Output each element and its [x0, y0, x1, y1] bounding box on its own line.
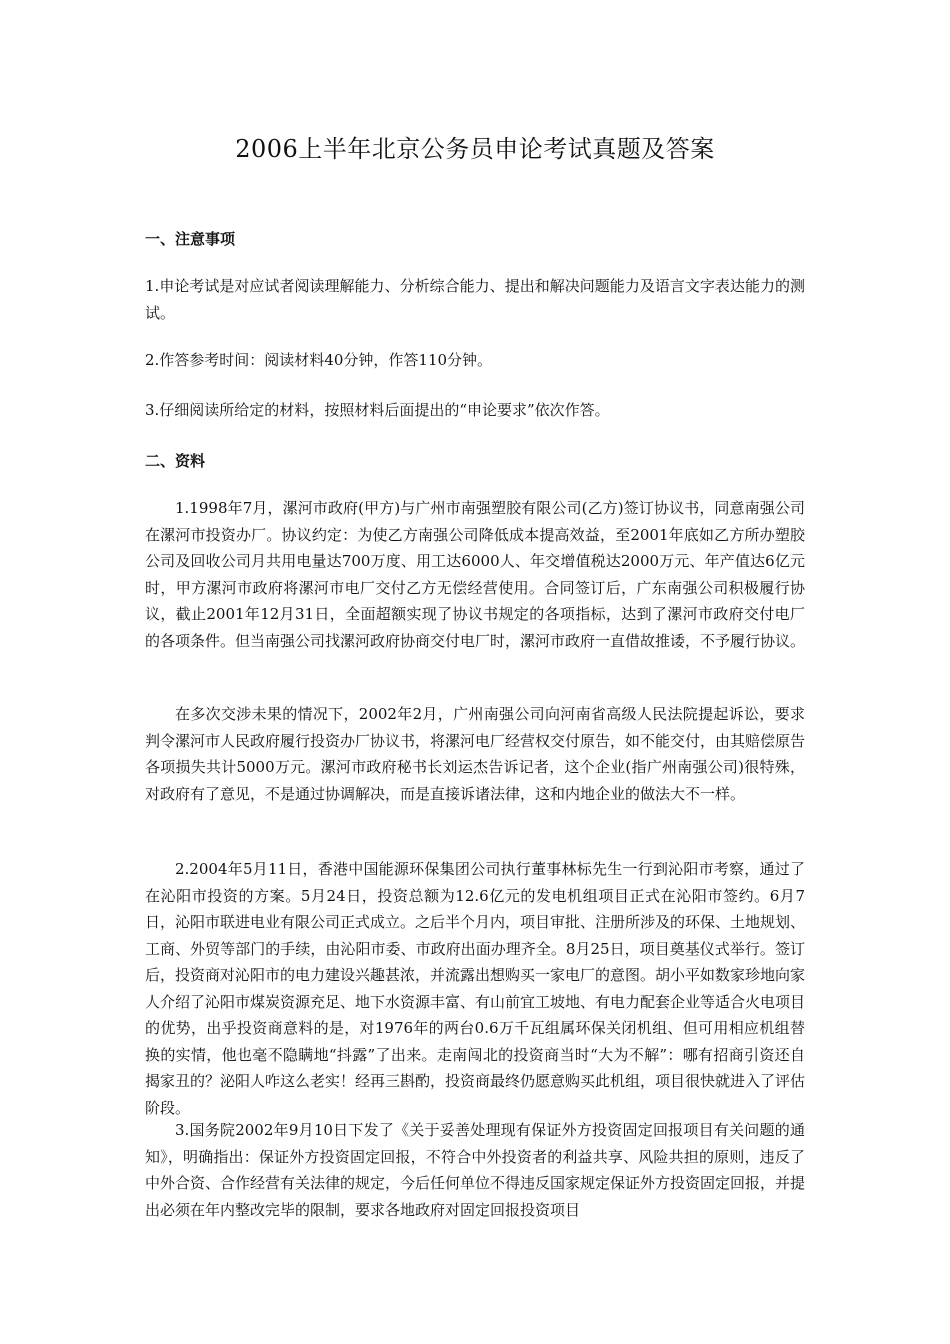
section-heading-materials: 二、资料	[145, 452, 206, 470]
material-paragraph-2: 在多次交涉未果的情况下，2002年2月，广州南强公司向河南省高级人民法院提起诉讼，要求判令漯河市人民政府履行投资办厂协议书，将漯河电厂经营权交付原告，如不能交付，由其赔偿原告各项损失共计5000万元。漯河市政府秘书长刘运杰告诉记者，这个企业(指广州南强公司)很特殊，对政府有了意见，不是通过协调解决，而是直接诉诸法律，这和内地企业的做法大不一样。	[145, 705, 806, 803]
material-paragraph-4: 3.国务院2002年9月10日下发了《关于妥善处理现有保证外方投资固定回报项目有关问题的通知》，明确指出：保证外方投资固定回报，不符合中外投资者的利益共享、风险共担的原则，违反了中外合资、合作经营有关法律的规定，今后任何单位不得违反国家规定保证外方投资固定回报，并提出必须在年内整改完毕的限制，要求各地政府对固定回报投资项目	[145, 1121, 806, 1219]
page-title: 2006上半年北京公务员申论考试真题及答案	[235, 135, 715, 163]
notes-item-1: 1.申论考试是对应试者阅读理解能力、分析综合能力、提出和解决问题能力及语言文字表达能力的测试。	[145, 277, 805, 322]
section-heading-notes: 一、注意事项	[145, 230, 236, 248]
notes-item-3: 3.仔细阅读所给定的材料，按照材料后面提出的“申论要求”依次作答。	[145, 401, 610, 419]
material-paragraph-3: 2.2004年5月11日，香港中国能源环保集团公司执行董事林标先生一行到沁阳市考察，通过了在沁阳市投资的方案。5月24日，投资总额为12.6亿元的发电机组项目正式在沁阳市签约。6月7日，沁阳市联进电业有限公司正式成立。之后半个月内，项目审批、注册所涉及的环保、土地规划、工商、外贸等部门的手续，由沁阳市委、市政府出面办理齐全。8月25日，项目奠基仪式举行。签订后，投资商对沁阳市的电力建设兴趣甚浓，并流露出想购买一家电厂的意图。胡小平如数家珍地向家人介绍了沁阳市煤炭资源充足、地下水资源丰富、有山前宜工坡地、有电力配套企业等适合火电项目的优势，出乎投资商意料的是，对1976年的两台0.6万千瓦组属环保关闭机组、但可用相应机组替换的实情，他也毫不隐瞒地“抖露”了出来。走南闯北的投资商当时“大为不解”：哪有招商引资还自揭家丑的？泌阳人咋这么老实！经再三斟酌，投资商最终仍愿意购买此机组，项目很快就进入了评估阶段。	[145, 860, 806, 1117]
notes-item-2: 2.作答参考时间：阅读材料40分钟，作答110分钟。	[145, 351, 493, 369]
material-paragraph-1: 1.1998年7月，漯河市政府(甲方)与广州市南强塑胶有限公司(乙方)签订协议书，同意南强公司在漯河市投资办厂。协议约定：为使乙方南强公司降低成本提高效益，至2001年底如乙方所办塑胶公司及回收公司月共用电量达700万度、用工达6000人、年交增值税达2000万元、年产值达6亿元时，甲方漯河市政府将漯河市电厂交付乙方无偿经营使用。合同签订后，广东南强公司积极履行协议，截止2001年12月31日，全面超额实现了协议书规定的各项指标，达到了漯河市政府交付电厂的各项条件。但当南强公司找漯河政府协商交付电厂时，漯河市政府一直借故推诿，不予履行协议。	[145, 499, 806, 650]
